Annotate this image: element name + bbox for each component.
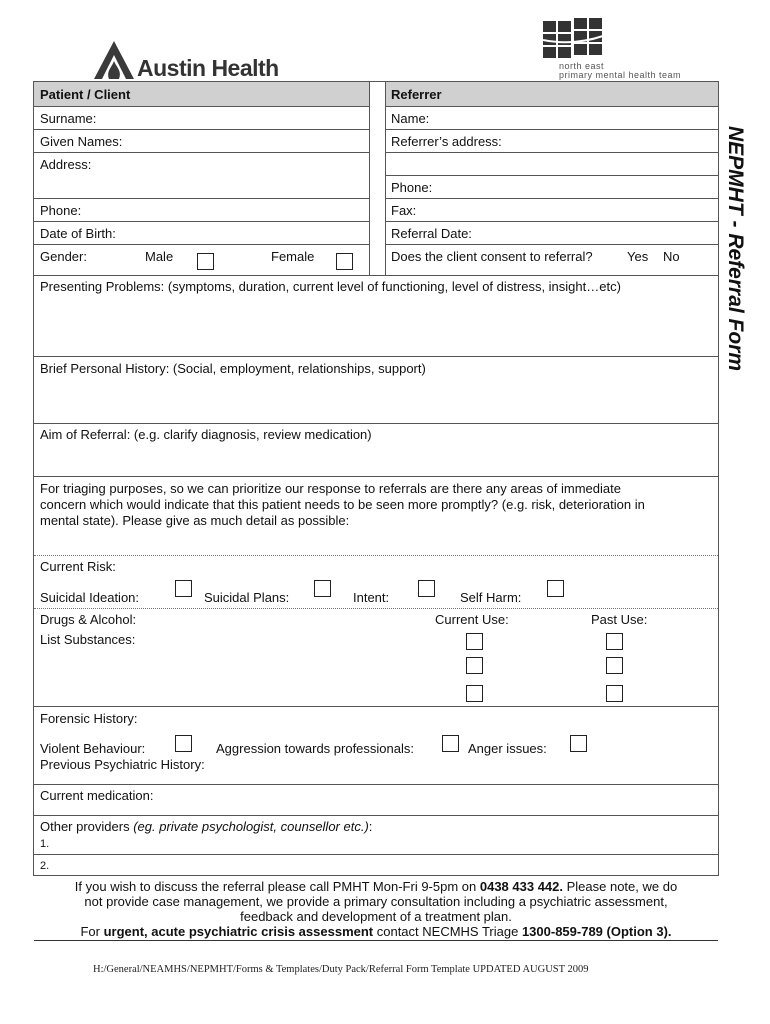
nepmht-grid-icon [543,18,605,60]
previous-psychiatric-history-label: Previous Psychiatric History: [40,757,205,772]
current-use-checkbox-1[interactable] [466,633,483,650]
current-use-checkbox-2[interactable] [466,657,483,674]
anger-issues-label: Anger issues: [468,741,547,756]
brand-name: Austin Health [137,55,279,81]
intent-label: Intent: [353,590,390,605]
column-divider-left [369,82,370,275]
surname-label: Surname: [40,111,97,126]
patient-heading: Patient / Client [40,87,131,102]
footer-line-3: feedback and development of a treatment plan. [240,909,512,924]
forensic-history-label: Forensic History: [40,711,138,726]
footer-text: contact NECMHS Triage [373,924,522,939]
suicidal-plans-label: Suicidal Plans: [204,590,290,605]
referral-date-label: Referral Date: [391,226,472,241]
address-label: Address: [40,157,92,172]
team-name-line2: primary mental health team [559,70,682,80]
section-line [34,815,718,816]
section-line [34,423,718,424]
urgent-text: urgent, acute psychiatric crisis assessment [103,924,374,939]
row-line [34,221,369,222]
row-line [34,152,369,153]
self-harm-label: Self Harm: [460,590,522,605]
male-label: Male [145,249,174,264]
suicidal-ideation-checkbox[interactable] [175,580,192,597]
section-line [34,784,718,785]
austin-health-logo [92,40,292,82]
row-line [34,198,369,199]
consent-yes[interactable]: Yes [627,249,649,264]
intent-checkbox[interactable] [418,580,435,597]
female-checkbox[interactable] [336,253,353,270]
triage-text-3: mental state). Please give as much detail as possible: [40,513,350,528]
footer-text: Please note, we do [563,879,678,894]
personal-history-label: Brief Personal History: (Social, employment, relationships, support) [40,361,426,376]
past-use-checkbox-2[interactable] [606,657,623,674]
suicidal-plans-checkbox[interactable] [314,580,331,597]
team-name-line1: north east [559,61,605,71]
presenting-problems-label: Presenting Problems: (symptoms, duration, current level of functioning, level of distress, insight…etc) [40,279,621,294]
other-providers-example: (eg. private psychologist, counsellor etc.) [133,819,369,834]
current-use-checkbox-3[interactable] [466,685,483,702]
other-providers-label [40,819,372,834]
drugs-alcohol-label: Drugs & Alcohol: [40,612,137,627]
row-line [385,152,718,153]
consent-question: Does the client consent to referral? [391,249,593,264]
column-divider-right [385,82,386,275]
past-use-checkbox-3[interactable] [606,685,623,702]
row-line [34,244,369,245]
footer-line-4 [34,924,718,939]
footer-line-2: not provide case management, we provide a primary consultation including a psychiatric assessment, [84,894,668,909]
patient-phone-label: Phone: [40,203,82,218]
footer-text: If you wish to discuss the referral please call PMHT Mon-Fri 9-5pm on [74,879,480,894]
violent-behaviour-checkbox[interactable] [175,735,192,752]
file-path: H:/General/NEAMHS/NEPMHT/Forms & Templates/Duty Pack/Referral Form Template UPDATED AUGUST 2009 [93,964,589,975]
section-line [34,555,718,556]
dob-label: Date of Birth: [40,226,116,241]
referrer-name-label: Name: [391,111,430,126]
consent-no[interactable]: No [663,249,680,264]
row-line [34,854,718,855]
row-line [385,221,718,222]
row-line [34,608,718,609]
gender-label: Gender: [40,249,87,264]
anger-issues-checkbox[interactable] [570,735,587,752]
footer-text: For [80,924,104,939]
past-use-label: Past Use: [591,612,648,627]
row-line [385,129,718,130]
other-providers-text: Other providers [40,819,130,834]
nepmht-logo [543,18,703,80]
section-line [34,356,718,357]
aim-of-referral-label: Aim of Referral: (e.g. clarify diagnosis, review medication) [40,427,372,442]
self-harm-checkbox[interactable] [547,580,564,597]
triage-text-1: For triaging purposes, so we can prioritize our response to referrals are there any areas of immediate [40,481,621,496]
side-title: NEPMHT - Referral Form [724,126,747,372]
footer-underline [34,940,718,941]
suicidal-ideation-label: Suicidal Ideation: [40,590,140,605]
provider-item-1: 1. [40,838,50,850]
pmht-phone: 0438 433 442. [479,879,563,894]
triage-text-2: concern which would indicate that this patient needs to be seen more promptly? (e.g. risk, deterioration in [40,497,645,512]
male-checkbox[interactable] [197,253,214,270]
list-substances-label: List Substances: [40,632,136,647]
aggression-label: Aggression towards professionals: [216,741,414,756]
row-line [385,175,718,176]
row-line [385,244,718,245]
section-line [34,275,718,276]
current-risk-label: Current Risk: [40,559,116,574]
referrer-phone-label: Phone: [391,180,433,195]
section-line [34,476,718,477]
female-label: Female [271,249,315,264]
current-medication-label: Current medication: [40,788,154,803]
section-line [34,706,718,707]
past-use-checkbox-1[interactable] [606,633,623,650]
aggression-checkbox[interactable] [442,735,459,752]
violent-behaviour-label: Violent Behaviour: [40,741,146,756]
triage-phone: 1300-859-789 (Option 3). [521,924,672,939]
given-names-label: Given Names: [40,134,123,149]
fax-label: Fax: [391,203,417,218]
footer-line-1 [34,879,718,894]
current-use-label: Current Use: [435,612,509,627]
referrer-heading: Referrer [391,87,442,102]
referrer-address-label: Referrer’s address: [391,134,502,149]
provider-item-2: 2. [40,860,50,872]
footer-notice [34,879,718,939]
austin-health-flame-icon [92,40,136,80]
row-line [34,129,369,130]
row-line [385,198,718,199]
other-providers-colon: : [368,819,373,834]
